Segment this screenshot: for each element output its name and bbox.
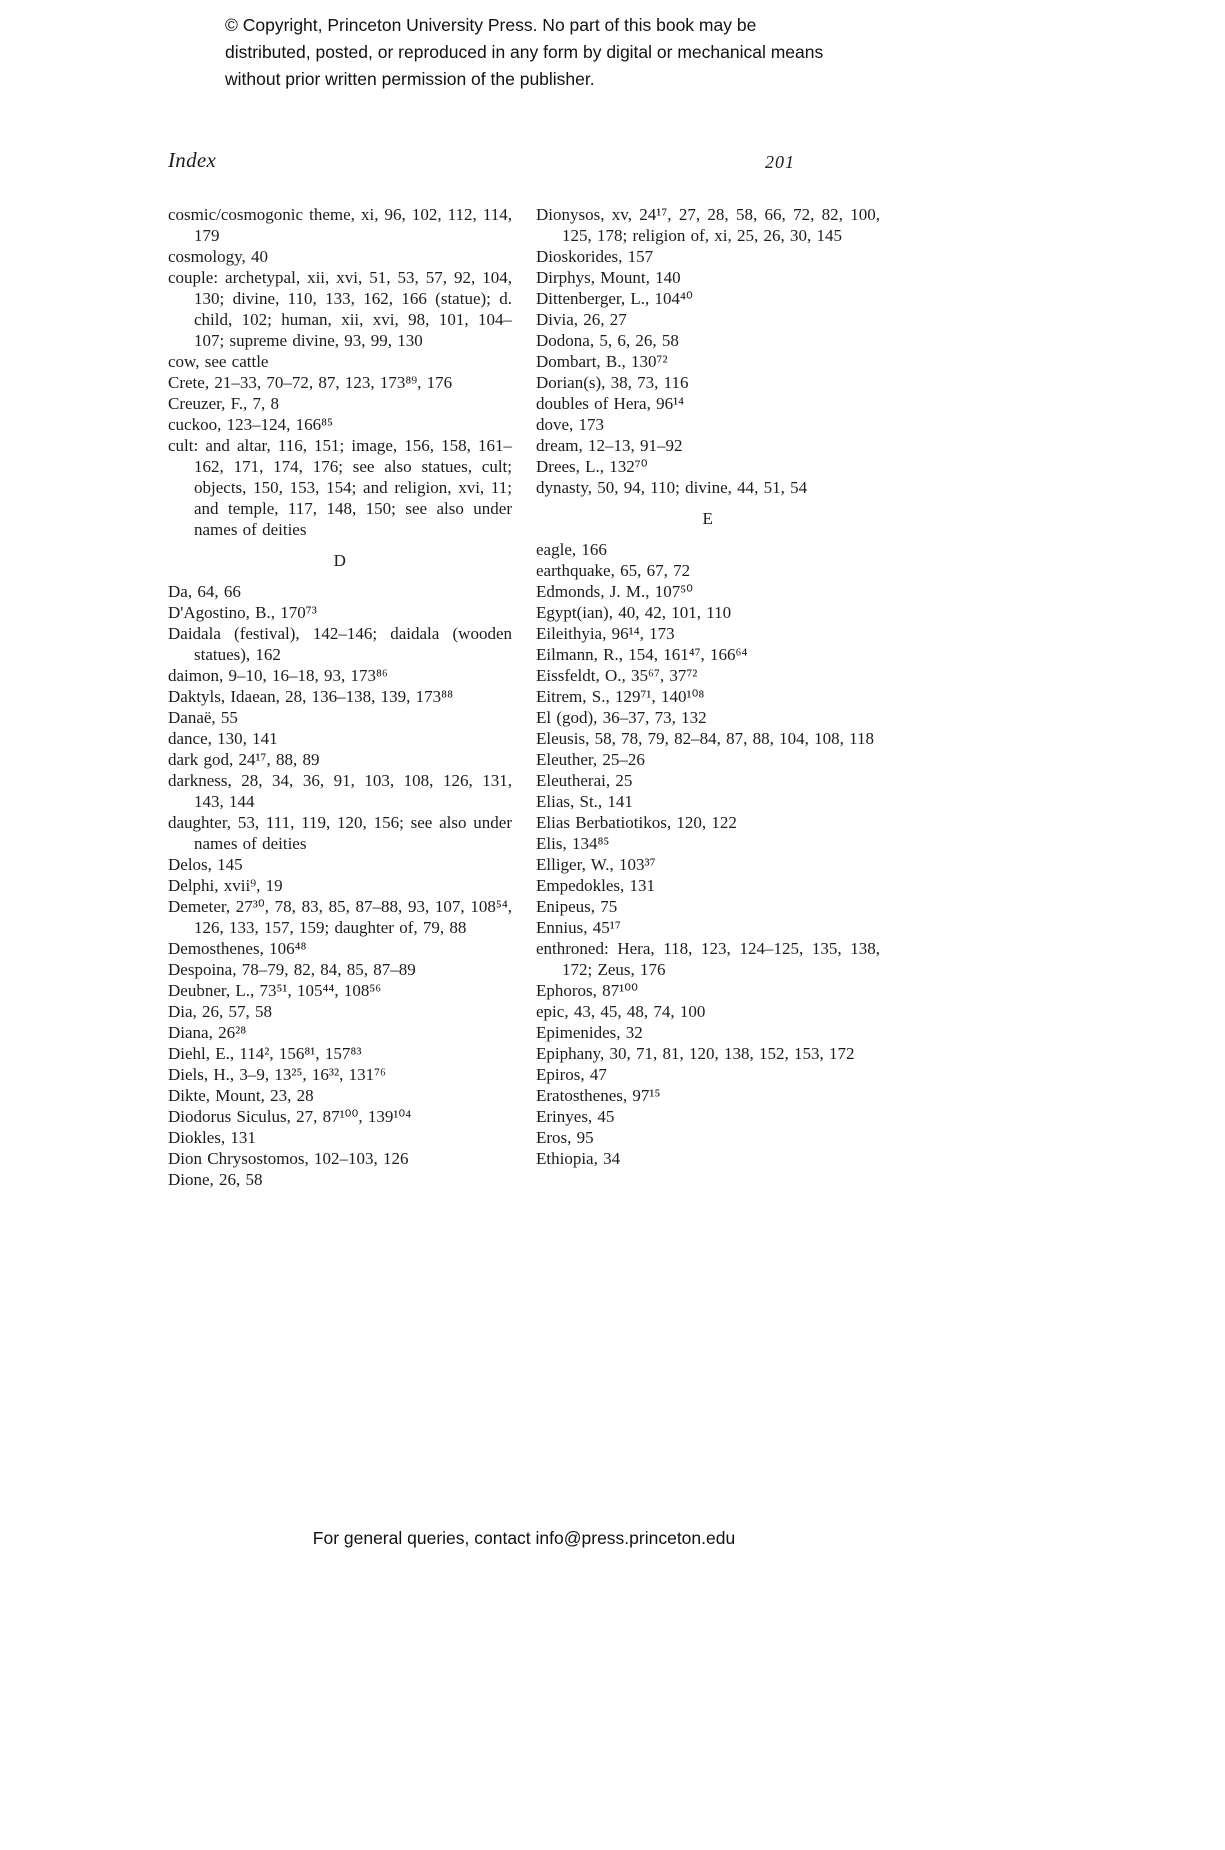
index-entry: Epiros, 47 [536,1065,607,1084]
index-entry: Danaë, 55 [168,708,238,727]
index-entry: eagle, 166 [536,540,607,559]
page-header [168,148,880,188]
index-entry: Dorian(s), 38, 73, 116 [536,373,689,392]
index-entry: Eratosthenes, 97¹⁵ [536,1086,661,1105]
index-entry: Eleusis, 58, 78, 79, 82–84, 87, 88, 104, 108, 118 [536,729,874,748]
index-entry: darkness, 28, 34, 36, 91, 103, 108, 126, 131, 143, 144 [168,771,512,811]
index-entry: Dion Chrysostomos, 102–103, 126 [168,1149,409,1168]
index-entry: Diehl, E., 114², 156⁸¹, 157⁸³ [168,1044,362,1063]
index-entry: Eros, 95 [536,1128,594,1147]
index-entry: Enipeus, 75 [536,897,618,916]
index-entry: dream, 12–13, 91–92 [536,436,683,455]
index-entry: dark god, 24¹⁷, 88, 89 [168,750,320,769]
index-entry: Daktyls, Idaean, 28, 136–138, 139, 173⁸⁸ [168,687,454,706]
index-entry: Divia, 26, 27 [536,310,627,329]
index-entry: Eissfeldt, O., 35⁶⁷, 37⁷² [536,666,698,685]
index-entry: Crete, 21–33, 70–72, 87, 123, 173⁸⁹, 176 [168,373,453,392]
index-entry: Elis, 134⁸⁵ [536,834,610,853]
index-entry: Epimenides, 32 [536,1023,643,1042]
index-entry: Ennius, 45¹⁷ [536,918,621,937]
index-entry: Demeter, 27³⁰, 78, 83, 85, 87–88, 93, 107, 108⁵⁴, 126, 133, 157, 159; daughter of, 79, 88 [168,897,512,937]
index-entry: cult: and altar, 116, 151; image, 156, 158, 161–162, 171, 174, 176; see also statues, cult; objects, 150, 153, 154; and religion, xvi, 11; and temple, 117, 148, 150; see also under names of deities [168,436,512,539]
section-header: E [702,509,714,528]
index-entry: Diana, 26²⁸ [168,1023,247,1042]
index-entry: Creuzer, F., 7, 8 [168,394,279,413]
index-entry: earthquake, 65, 67, 72 [536,561,691,580]
index-entry: Dirphys, Mount, 140 [536,268,681,287]
index-columns [168,204,880,1190]
index-entry: Diodorus Siculus, 27, 87¹⁰⁰, 139¹⁰⁴ [168,1107,412,1126]
index-entry: Eileithyia, 96¹⁴, 173 [536,624,675,643]
index-entry: Demosthenes, 106⁴⁸ [168,939,307,958]
index-column-left [168,204,512,1190]
index-entry: enthroned: Hera, 118, 123, 124–125, 135, 138, 172; Zeus, 176 [536,939,880,979]
index-entry: Egypt(ian), 40, 42, 101, 110 [536,603,732,622]
index-entry: Dioskorides, 157 [536,247,654,266]
index-entry: D'Agostino, B., 170⁷³ [168,603,317,622]
index-entry: Dione, 26, 58 [168,1170,263,1189]
index-entry: Dittenberger, L., 104⁴⁰ [536,289,693,308]
index-entry: cow, see cattle [168,352,269,371]
index-entry: Dombart, B., 130⁷² [536,352,668,371]
index-entry: Eleutherai, 25 [536,771,633,790]
index-content [168,148,880,1190]
index-entry: Da, 64, 66 [168,582,241,601]
index-entry: El (god), 36–37, 73, 132 [536,708,707,727]
index-entry: daughter, 53, 111, 119, 120, 156; see also under names of deities [168,813,512,853]
index-entry: Elliger, W., 103³⁷ [536,855,656,874]
index-entry: Empedokles, 131 [536,876,656,895]
index-entry: couple: archetypal, xii, xvi, 51, 53, 57, 92, 104, 130; divine, 110, 133, 162, 166 (statue); d. child, 102; human, xii, xvi, 98, 101, 104–107; supreme divine, 93, 99, 130 [168,268,512,350]
index-entry: Ephoros, 87¹⁰⁰ [536,981,638,1000]
index-entry: Diels, H., 3–9, 13²⁵, 16³², 131⁷⁶ [168,1065,386,1084]
index-entry: Dionysos, xv, 24¹⁷, 27, 28, 58, 66, 72, 82, 100, 125, 178; religion of, xi, 25, 26, 30, 145 [536,205,880,245]
index-entry: Elias, St., 141 [536,792,633,811]
index-entry: Delos, 145 [168,855,243,874]
index-entry: Despoina, 78–79, 82, 84, 85, 87–89 [168,960,416,979]
index-entry: Drees, L., 132⁷⁰ [536,457,648,476]
index-entry: Dia, 26, 57, 58 [168,1002,273,1021]
index-entry: daimon, 9–10, 16–18, 93, 173⁸⁶ [168,666,388,685]
index-entry: cosmic/cosmogonic theme, xi, 96, 102, 112, 114, 179 [168,205,512,245]
index-entry: Dikte, Mount, 23, 28 [168,1086,314,1105]
index-entry: Elias Berbatiotikos, 120, 122 [536,813,737,832]
page-title: Index [168,148,217,172]
copyright-notice: © Copyright, Princeton University Press. No part of this book may be distributed, posted, or reproduced in any form by digital or mechanical means without prior written permission of the publisher. [225,15,824,90]
index-entry: Eleuther, 25–26 [536,750,645,769]
index-entry: doubles of Hera, 96¹⁴ [536,394,685,413]
index-entry: dance, 130, 141 [168,729,278,748]
index-entry: Erinyes, 45 [536,1107,615,1126]
index-entry: Diokles, 131 [168,1128,256,1147]
section-header: D [333,551,347,570]
index-entry: Eitrem, S., 129⁷¹, 140¹⁰⁸ [536,687,705,706]
index-entry: dove, 173 [536,415,605,434]
footer-contact: For general queries, contact info@press.princeton.edu [312,1528,736,1548]
index-entry: cuckoo, 123–124, 166⁸⁵ [168,415,333,434]
index-entry: Deubner, L., 73⁵¹, 105⁴⁴, 108⁵⁶ [168,981,382,1000]
index-entry: Dodona, 5, 6, 26, 58 [536,331,679,350]
index-entry: epic, 43, 45, 48, 74, 100 [536,1002,706,1021]
index-entry: Daidala (festival), 142–146; daidala (wooden statues), 162 [168,624,512,664]
index-entry: Eilmann, R., 154, 161⁴⁷, 166⁶⁴ [536,645,748,664]
index-entry: Delphi, xvii⁹, 19 [168,876,283,895]
index-entry: dynasty, 50, 94, 110; divine, 44, 51, 54 [536,478,808,497]
index-entry: cosmology, 40 [168,247,269,266]
index-column-right [536,204,880,1190]
index-entry: Edmonds, J. M., 107⁵⁰ [536,582,693,601]
index-entry: Epiphany, 30, 71, 81, 120, 138, 152, 153, 172 [536,1044,855,1063]
page-number: 201 [765,152,795,172]
index-entry: Ethiopia, 34 [536,1149,621,1168]
